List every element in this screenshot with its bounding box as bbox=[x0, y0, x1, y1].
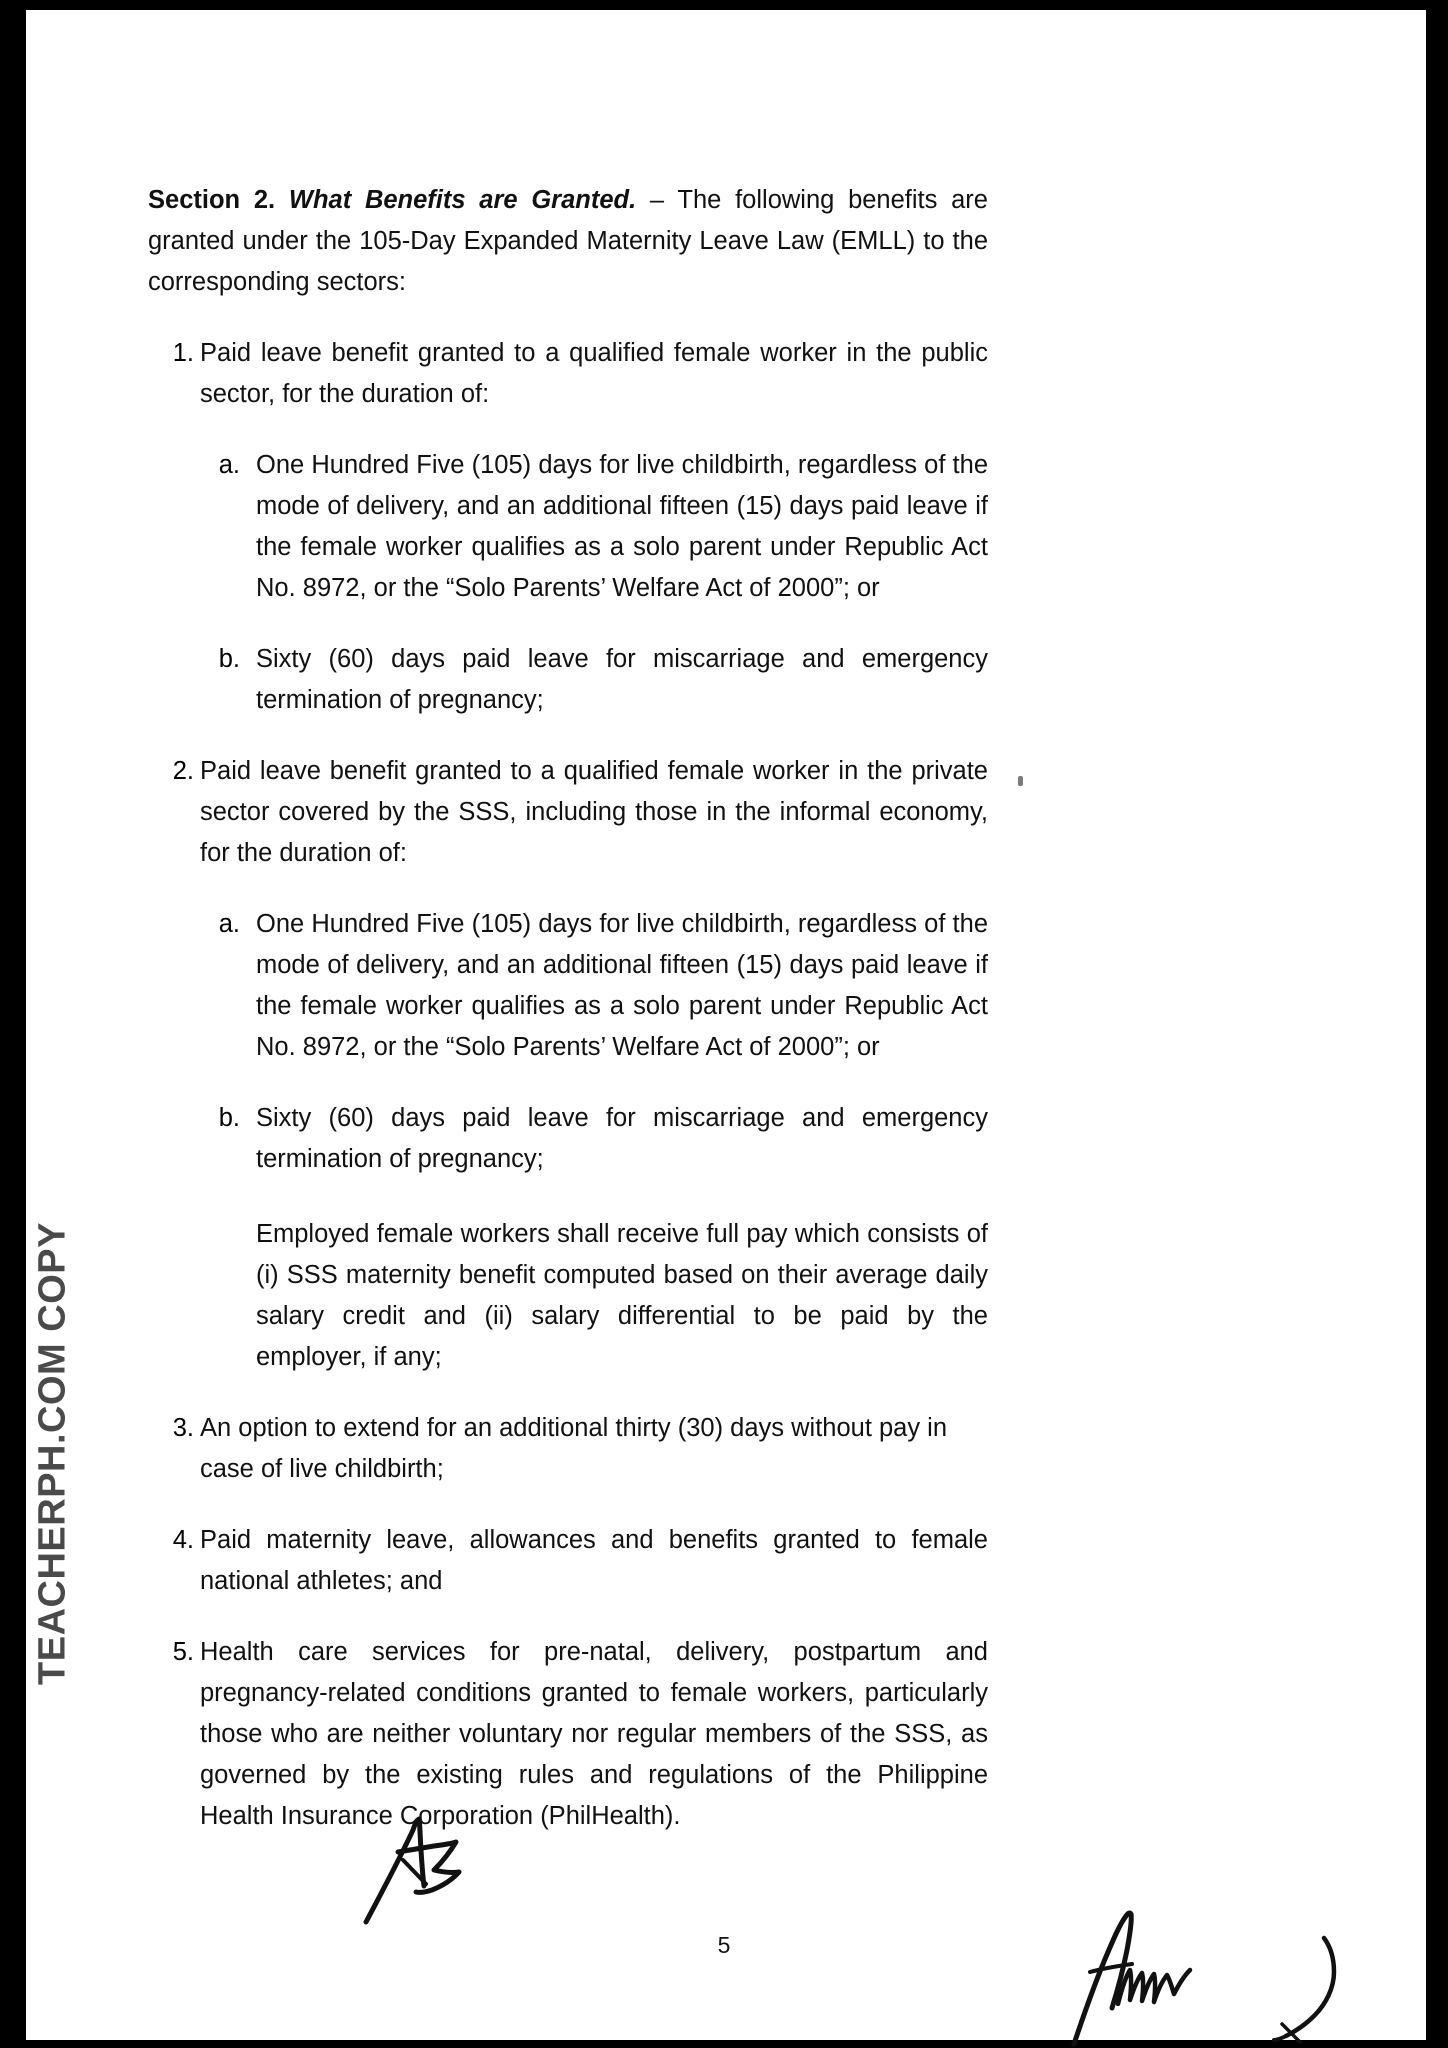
list-marker: a. bbox=[218, 451, 240, 479]
list-item bbox=[148, 333, 988, 415]
list-marker: a. bbox=[218, 910, 240, 938]
list-item-text: Paid leave benefit granted to a qualified female worker in the private sector covered by the SSS, including those in the informal economy, for the duration of: bbox=[200, 757, 988, 867]
list-item-text: Sixty (60) days paid leave for miscarriage and emergency termination of pregnancy; bbox=[256, 1104, 988, 1173]
list-marker: 5. bbox=[172, 1638, 194, 1666]
note-paragraph-wrapper bbox=[148, 1214, 988, 1378]
list-item bbox=[148, 1098, 988, 1180]
scan-artifact-speck bbox=[1018, 776, 1023, 786]
list-item-text: Paid maternity leave, allowances and benefits granted to female national athletes; and bbox=[200, 1526, 988, 1595]
list-marker: 2. bbox=[172, 757, 194, 785]
list-item-text: One Hundred Five (105) days for live childbirth, regardless of the mode of delivery, and an additional fifteen (15) days paid leave if the female worker qualifies as a solo parent under Republic Act No. 8972, or the “Solo Parents’ Welfare Act of 2000”; or bbox=[256, 910, 988, 1061]
signature-right bbox=[1060, 1908, 1220, 2048]
scan-edge-right bbox=[1426, 0, 1448, 2048]
list-item bbox=[148, 1632, 988, 1837]
list-item bbox=[148, 904, 988, 1068]
section-heading bbox=[148, 180, 988, 303]
scan-edge-bottom bbox=[0, 2040, 1448, 2048]
list-item bbox=[148, 639, 988, 721]
watermark-teacherph: TEACHERPH.COM COPY bbox=[31, 1222, 74, 1685]
list-item-text: One Hundred Five (105) days for live childbirth, regardless of the mode of delivery, and an additional fifteen (15) days paid leave if the female worker qualifies as a solo parent under Republic Act No. 8972, or the “Solo Parents’ Welfare Act of 2000”; or bbox=[256, 451, 988, 602]
list-item bbox=[148, 1408, 988, 1490]
list-marker: b. bbox=[218, 645, 240, 673]
document-body bbox=[148, 180, 988, 1837]
list-item bbox=[148, 445, 988, 609]
list-item-text: Sixty (60) days paid leave for miscarriage and emergency termination of pregnancy; bbox=[256, 645, 988, 714]
page-number: 5 bbox=[717, 1932, 731, 1958]
list-item-text: Health care services for pre-natal, delivery, postpartum and pregnancy-related conditions granted to female workers, particularly those who are neither voluntary nor regular members of the SSS, as governed by the existing rules and regulations of the Philippine Health Insurance Corporation (PhilHealth). bbox=[200, 1638, 988, 1830]
list-marker: 1. bbox=[172, 339, 194, 367]
note-paragraph: Employed female workers shall receive full pay which consists of (i) SSS maternity benefit computed based on their average daily salary credit and (ii) salary differential to be paid by the employer, if any; bbox=[256, 1220, 988, 1371]
list-marker: 4. bbox=[172, 1526, 194, 1554]
section-title: What Benefits are Granted. bbox=[288, 186, 637, 214]
list-item bbox=[148, 1520, 988, 1602]
scan-edge-left bbox=[0, 0, 26, 2048]
list-item-text: Paid leave benefit granted to a qualified female worker in the public sector, for the duration of: bbox=[200, 339, 988, 408]
list-item bbox=[148, 751, 988, 874]
list-marker: 3. bbox=[172, 1414, 194, 1442]
list-marker: b. bbox=[218, 1104, 240, 1132]
section-label: Section 2. bbox=[148, 186, 276, 214]
section-lead: – The following benefits are granted under the 105-Day Expanded Maternity Leave Law (EMLL) to the corresponding sectors: bbox=[148, 186, 988, 296]
list-item-text: An option to extend for an additional thirty (30) days without pay in case of live childbirth; bbox=[200, 1414, 948, 1483]
scan-edge-top bbox=[0, 0, 1448, 10]
